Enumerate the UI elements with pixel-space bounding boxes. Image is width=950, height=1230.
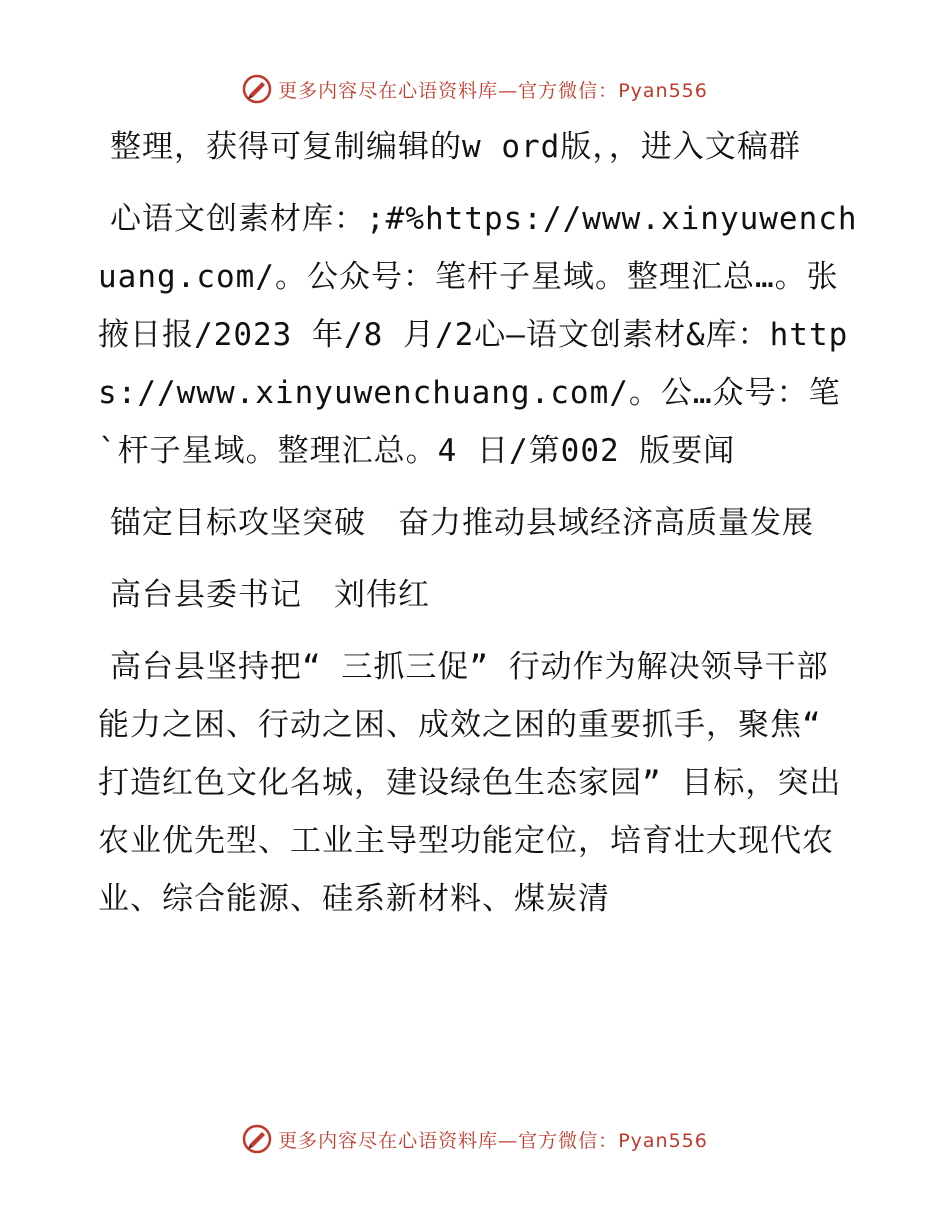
footer-banner-text <box>278 1126 708 1153</box>
brand-logo-icon <box>242 1124 272 1154</box>
footer-banner <box>0 1122 950 1156</box>
header-banner-text <box>278 76 708 103</box>
article-title: 锚定目标攻坚突破 奋力推动县域经济高质量发展 <box>110 505 814 541</box>
paragraph-body: 高台县坚持把“ 三抓三促” 行动作为解决领导干部能力之困、行动之困、成效之困的重要抓手，聚焦“ 打造红色文化名城，建设绿色生态家园” 目标，突出农业优先型、工业主导型功能定位，培育壮大现代农业、综合能源、硅系新材料、煤炭清 <box>98 649 842 917</box>
header-banner-sep: — <box>498 79 519 102</box>
header-banner <box>0 72 950 106</box>
footer-banner-wechat: Pyan556 <box>618 1129 708 1152</box>
paragraph-intro: 整理，获得可复制编辑的w ord版，，进入文稿群 <box>110 129 801 165</box>
footer-banner-label: 官方微信： <box>518 1129 619 1152</box>
footer-banner-main: 更多内容尽在心语资料库 <box>278 1129 499 1152</box>
header-banner-label: 官方微信： <box>518 79 619 102</box>
header-banner-wechat: Pyan556 <box>618 79 708 102</box>
footer-banner-sep: — <box>498 1129 519 1152</box>
document-body <box>98 118 858 942</box>
brand-logo-icon <box>242 74 272 104</box>
article-author: 高台县委书记 刘伟红 <box>110 577 430 613</box>
paragraph-source: 心语文创素材库：;#%https://www.xinyuwenchuang.com/。公众号：笔杆子星域。整理汇总…。张掖日报/2023 年/8 月/2心—语文创素材&库：https://www.xinyuwenchuang.com/。公…众号：笔`杆子星域。整理汇总。4 日/第002 版要闻 <box>98 201 858 469</box>
header-banner-main: 更多内容尽在心语资料库 <box>278 79 499 102</box>
